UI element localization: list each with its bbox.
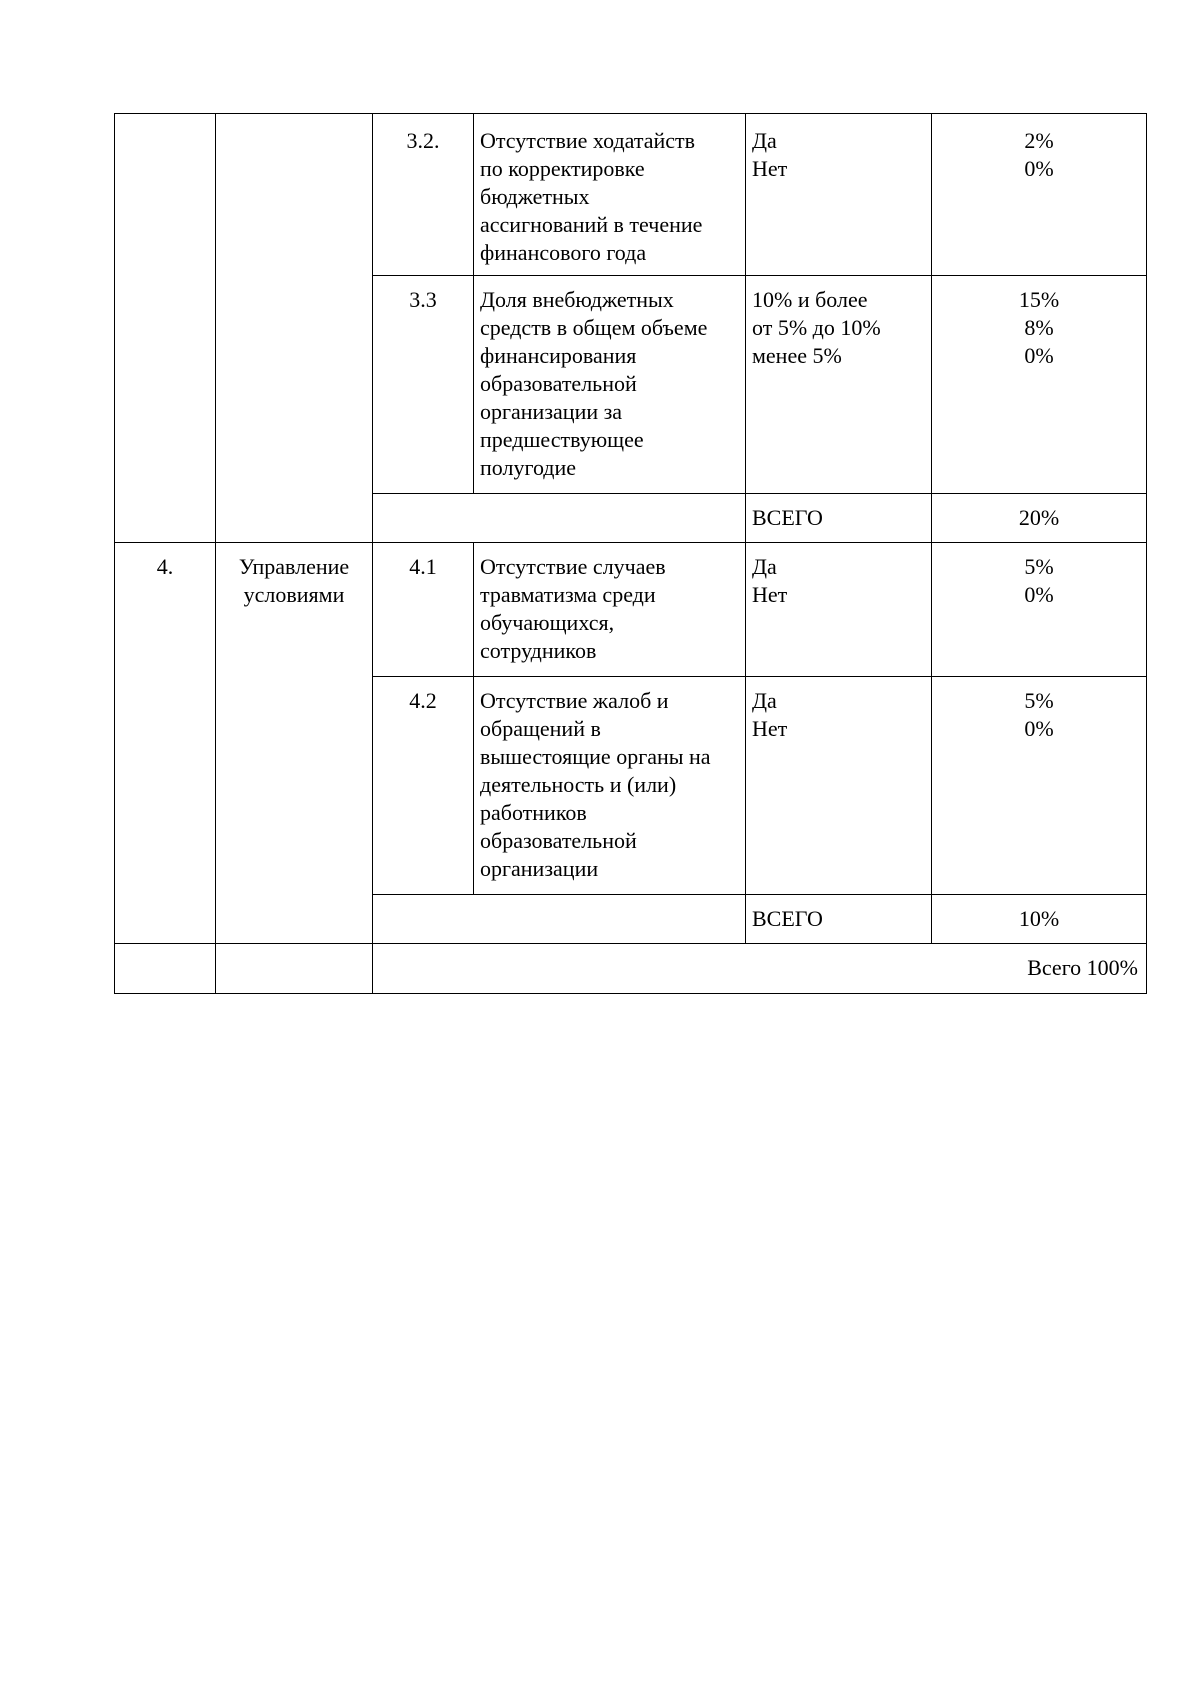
- section-3-number-cell: [115, 114, 216, 543]
- criterion-text: Отсутствие ходатайств по корректировке бюджетных ассигнований в течение финансового года: [474, 114, 746, 276]
- total-label: ВСЕГО: [746, 494, 932, 543]
- total-label: ВСЕГО: [746, 895, 932, 944]
- section-3-title-cell: [216, 114, 373, 543]
- section-4-title: Управление условиями: [216, 543, 373, 944]
- criterion-text: Отсутствие жалоб и обращений в вышестоящие органы на деятельность и (или) работников образовательной организации: [474, 677, 746, 895]
- criterion-number: 4.2: [373, 677, 474, 895]
- criterion-number: 3.2.: [373, 114, 474, 276]
- total-value: 20%: [932, 494, 1147, 543]
- criteria-table: [114, 113, 1147, 994]
- empty-cell: [373, 895, 746, 944]
- criterion-number: 4.1: [373, 543, 474, 677]
- empty-cell: [373, 494, 746, 543]
- criterion-options: 10% и более от 5% до 10% менее 5%: [746, 276, 932, 494]
- criterion-text: Доля внебюджетных средств в общем объеме финансирования образовательной организации за предшествующее полугодие: [474, 276, 746, 494]
- table-row: [115, 543, 1147, 677]
- criterion-options: Да Нет: [746, 677, 932, 895]
- criterion-number: 3.3: [373, 276, 474, 494]
- criterion-values: 15% 8% 0%: [932, 276, 1147, 494]
- total-value: 10%: [932, 895, 1147, 944]
- empty-cell: [115, 944, 216, 994]
- grand-total: Всего 100%: [373, 944, 1147, 994]
- empty-cell: [216, 944, 373, 994]
- criterion-text: Отсутствие случаев травматизма среди обучающихся, сотрудников: [474, 543, 746, 677]
- table-row: [115, 114, 1147, 276]
- grand-total-row: [115, 944, 1147, 994]
- criterion-options: Да Нет: [746, 114, 932, 276]
- criterion-values: 2% 0%: [932, 114, 1147, 276]
- section-4-number: 4.: [115, 543, 216, 944]
- criterion-options: Да Нет: [746, 543, 932, 677]
- criterion-values: 5% 0%: [932, 677, 1147, 895]
- criterion-values: 5% 0%: [932, 543, 1147, 677]
